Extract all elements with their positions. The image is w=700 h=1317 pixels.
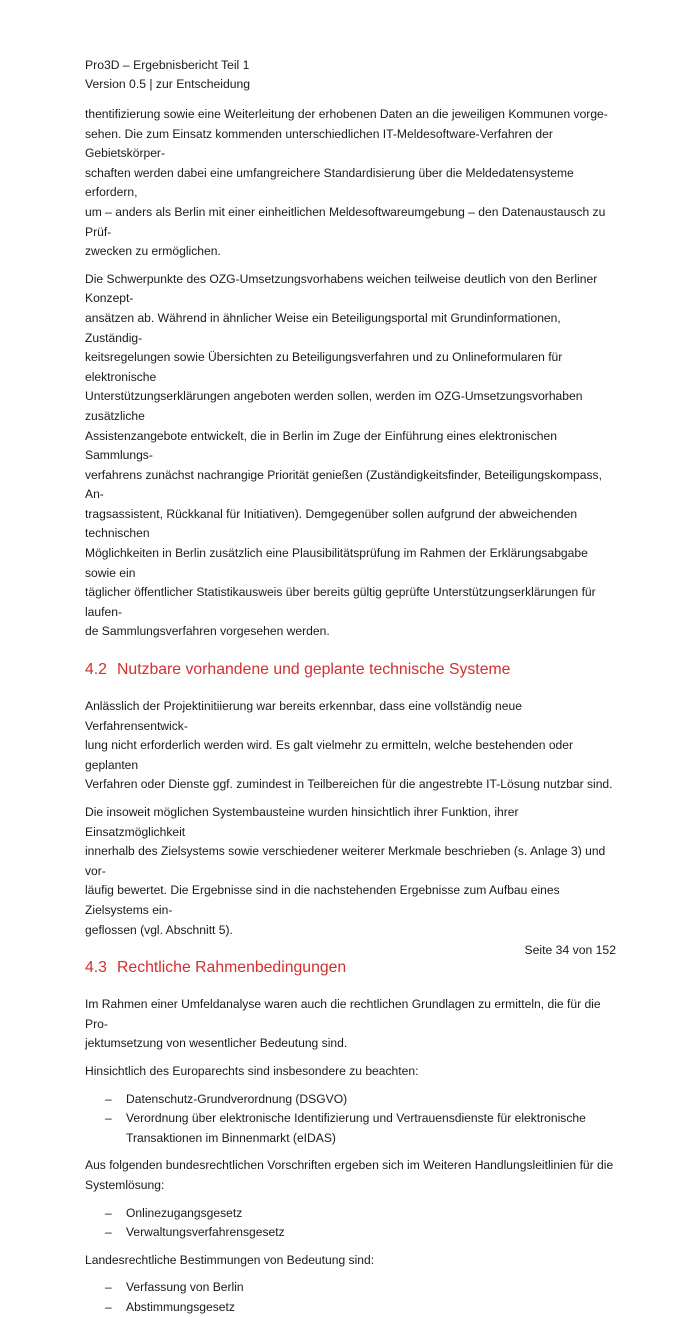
paragraph-federal-intro: Aus folgenden bundesrechtlichen Vorschriften ergeben sich im Weiteren Handlungsleitlinien für die Systemlösung: (85, 1158, 614, 1192)
header-title: Pro3D – Ergebnisbericht Teil 1 (85, 58, 250, 72)
dash-bullet: – (105, 1205, 112, 1220)
page-content (85, 105, 618, 1317)
section-heading-4-2 (85, 659, 618, 681)
paragraph-state-intro: Landesrechtliche Bestimmungen von Bedeutung sind: (85, 1252, 375, 1267)
paragraph-intro-2: Die Schwerpunkte des OZG-Umsetzungsvorhabens weichen teilweise deutlich von den Berliner Konzept- ansätzen ab. Während in ähnlicher Weise ein Beteiligungsportal mit Grundinformationen, Zuständig- keitsregelungen sowie Übersichten zu Beteiligungsverfahren und zu Onlineformularen für elektronische Unterstützungserklärungen angeboten werden sollen, werden im OZG-Umsetzungsvorhaben zusätzliche Assistenzangebote entwickelt, die in Berlin im Zuge der Einführung eines elektronischen Sammlungs- verfahrens zunächst nachrangige Priorität genießen (Zuständigkeitsfinder, Beteiligungskompass, An- tragsassistent, Rückkanal für Initiativen). Demgegenüber sollen aufgrund der abweichenden technischen Möglichkeiten in Berlin zusätzlich eine Plausibilitätsprüfung im Rahmen der Erklärungsabgabe sowie ein täglicher öffentlicher Statistikausweis über bereits gültig geprüfte Unterstützungserklärungen für laufen- de Sammlungsverfahren vorgesehen werden. (85, 271, 602, 639)
page-header (85, 56, 250, 94)
list-eu-law (85, 1090, 618, 1149)
paragraph-eu-intro: Hinsichtlich des Europarechts sind insbesondere zu beachten: (85, 1063, 419, 1078)
page-number: Seite 34 von 152 (524, 943, 616, 957)
list-item: – Datenschutz-Grundverordnung (DSGVO) (85, 1090, 618, 1110)
section-title: Rechtliche Rahmenbedingungen (117, 959, 347, 977)
header-version: Version 0.5 | zur Entscheidung (85, 77, 251, 91)
section-number: 4.3 (85, 959, 107, 977)
paragraph-intro-1: thentifizierung sowie eine Weiterleitung der erhobenen Daten an die jeweiligen Kommunen vorge- sehen. Die zum Einsatz kommenden unterschiedlichen IT-Meldesoftware-Verfahren der Gebietskörper- schaften werden dabei eine umfangreichere Standardisierung über die Meldedatensysteme erfordern, um – anders als Berlin mit einer einheitlichen Meldesoftwareumgebung – den Datenaustausch zu Prüf- zwecken zu ermöglichen. (85, 107, 608, 259)
section-heading-4-3 (85, 957, 618, 979)
dash-bullet: – (105, 1280, 112, 1295)
list-item: – Verwaltungsverfahrensgesetz (85, 1223, 618, 1243)
list-item: – Verordnung über elektronische Identifizierung und Vertrauensdienste für elektronische Transaktionen im Binnenmarkt (eIDAS) (105, 1111, 586, 1145)
section-title: Nutzbare vorhandene und geplante technische Systeme (117, 661, 511, 679)
section-number: 4.2 (85, 661, 107, 679)
dash-bullet: – (105, 1091, 112, 1106)
paragraph-4-2-1: Anlässlich der Projektinitiierung war bereits erkennbar, dass eine vollständig neue Verfahrensentwick- lung nicht erforderlich werden wird. Es galt vielmehr zu ermitteln, welche bestehenden oder geplanten Verfahren oder Dienste ggf. zumindest in Teilbereichen für die angestrebte IT-Lösung nutzbar sind. (85, 699, 613, 792)
paragraph-4-3-1: Im Rahmen einer Umfeldanalyse waren auch die rechtlichen Grundlagen zu ermitteln, die für die Pro- jektumsetzung von wesentlicher Bedeutung sind. (85, 997, 601, 1051)
list-item: – Verfassung von Berlin (85, 1278, 618, 1298)
paragraph-4-2-2: Die insoweit möglichen Systembausteine wurden hinsichtlich ihrer Funktion, ihrer Einsatzmöglichkeit innerhalb des Zielsystems sowie verschiedener weiterer Merkmale beschrieben (s. Anlage 3) und vor- läufig bewertet. Die Ergebnisse sind in die nachstehenden Ergebnisse zum Aufbau eines Zielsystems ein- geflossen (vgl. Abschnitt 5). (85, 805, 606, 937)
list-item: – Abstimmungsgesetz (85, 1298, 618, 1317)
list-federal-law (85, 1204, 618, 1243)
list-state-law (85, 1278, 618, 1317)
dash-bullet: – (105, 1111, 112, 1126)
dash-bullet: – (105, 1299, 112, 1314)
dash-bullet: – (105, 1225, 112, 1240)
list-item: – Onlinezugangsgesetz (85, 1204, 618, 1224)
